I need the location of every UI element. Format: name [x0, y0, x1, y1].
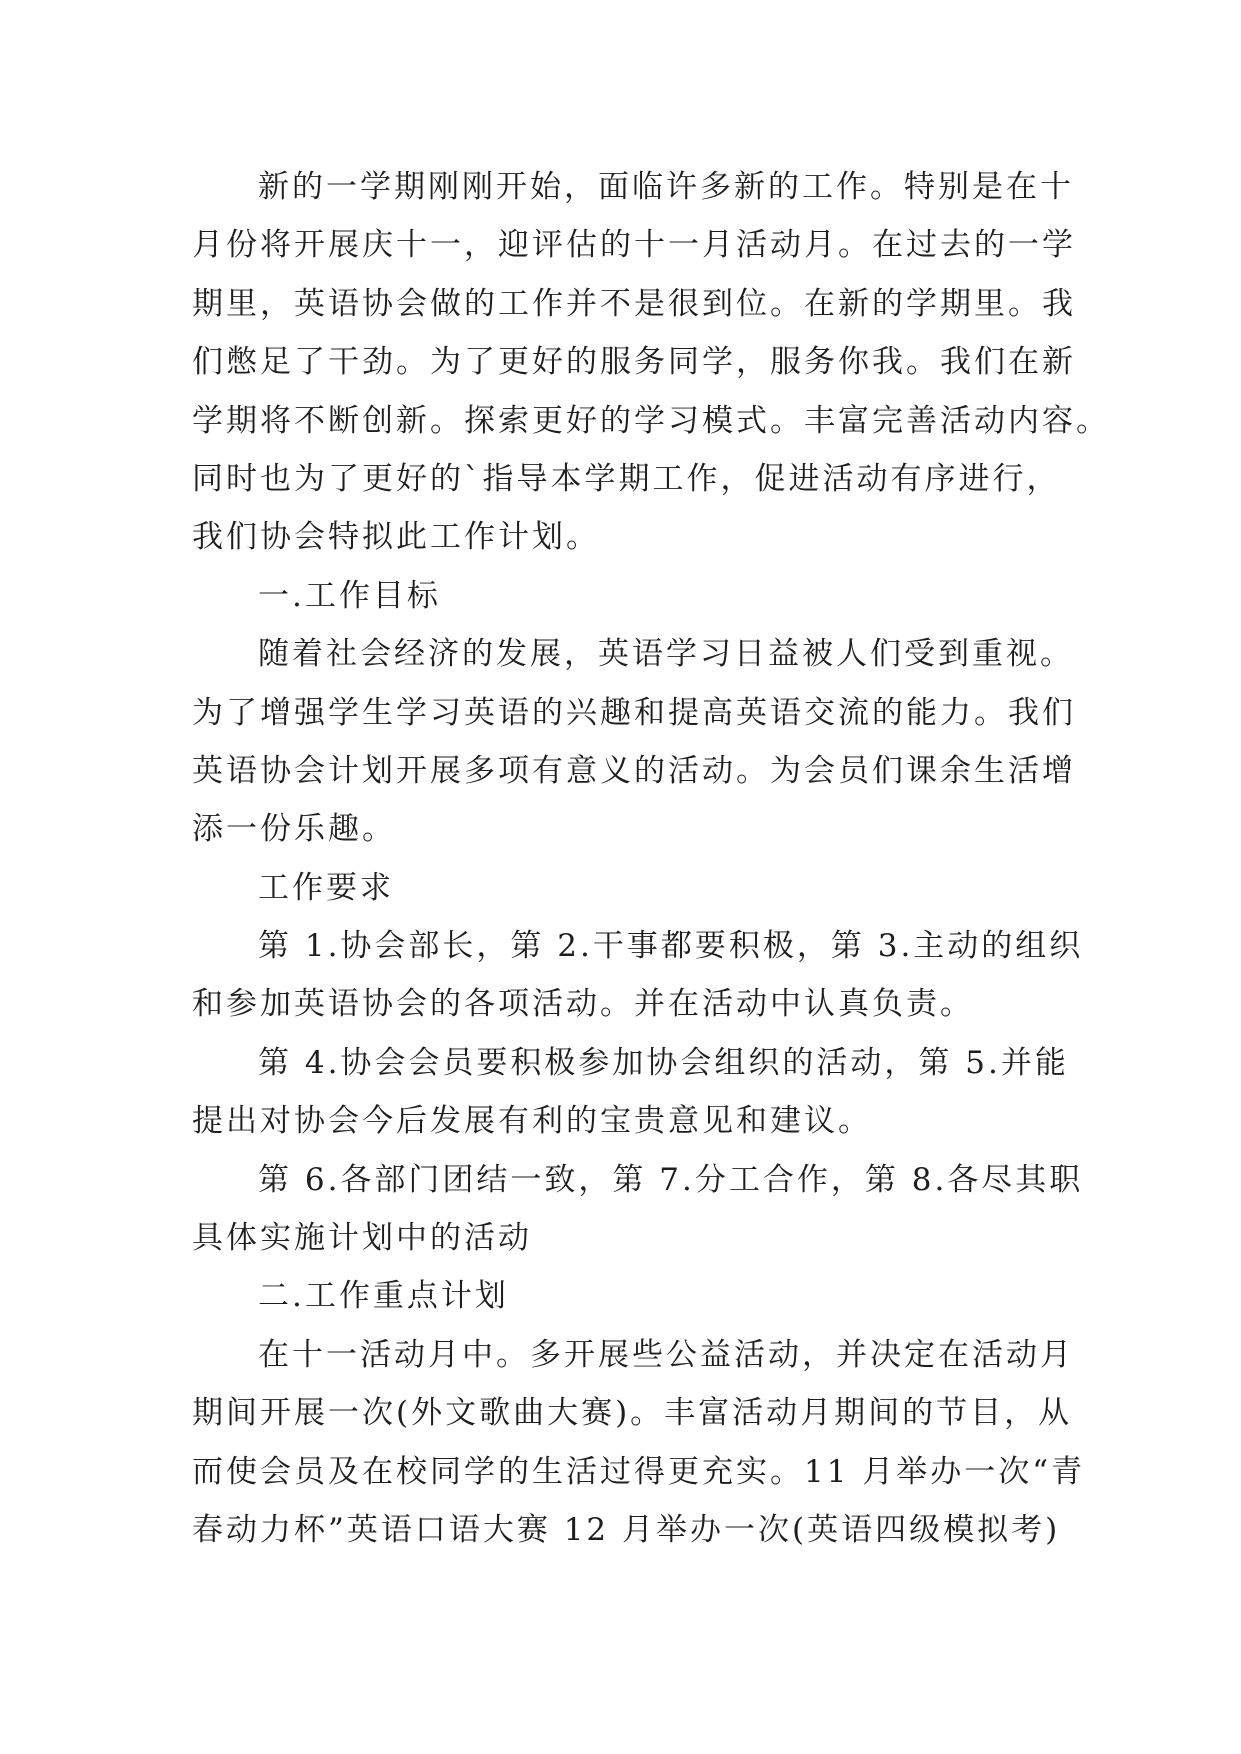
section-heading: 工作要求 [258, 869, 394, 906]
paragraph-line: 第 6.各部门团结一致，第 7.分工合作，第 8.各尽其职 [258, 1161, 1084, 1198]
paragraph-line: 而使会员及在校同学的生活过得更充实。11 月举办一次“青 [192, 1453, 1086, 1490]
document-body [192, 158, 1110, 1559]
paragraph-line: 第 1.协会部长，第 2.干事都要积极，第 3.主动的组织 [258, 928, 1084, 965]
paragraph-line: 随着社会经济的发展，英语学习日益被人们受到重视。 [258, 636, 1074, 673]
paragraph-line: 期里，英语协会做的工作并不是很到位。在新的学期里。我 [192, 285, 1076, 322]
section-heading: 二.工作重点计划 [258, 1278, 509, 1315]
paragraph-line: 我们协会特拟此工作计划。 [192, 519, 600, 556]
paragraph-line: 提出对协会今后发展有利的宝贵意见和建议。 [192, 1103, 872, 1140]
paragraph-line: 添一份乐趣。 [192, 811, 396, 848]
paragraph-line: 具体实施计划中的活动 [192, 1220, 532, 1257]
paragraph-line: 月份将开展庆十一，迎评估的十一月活动月。在过去的一学 [192, 227, 1076, 264]
paragraph-line: 春动力杯”英语口语大赛 12 月举办一次(英语四级模拟考) [192, 1511, 1061, 1548]
paragraph-line: 为了增强学生学习英语的兴趣和提高英语交流的能力。我们 [192, 694, 1076, 731]
paragraph-line: 同时也为了更好的`指导本学期工作，促进活动有序进行， [192, 460, 1061, 497]
paragraph-line: 新的一学期刚刚开始，面临许多新的工作。特别是在十 [258, 169, 1074, 205]
paragraph-line: 和参加英语协会的各项活动。并在活动中认真负责。 [192, 986, 974, 1023]
paragraph-line: 期间开展一次(外文歌曲大赛)。丰富活动月期间的节目，从 [192, 1395, 1073, 1432]
paragraph-line: 英语协会计划开展多项有意义的活动。为会员们课余生活增 [192, 752, 1076, 789]
paragraph-line: 在十一活动月中。多开展些公益活动，并决定在活动月 [258, 1336, 1074, 1373]
paragraph-line: 第 4.协会会员要积极参加协会组织的活动，第 5.并能 [258, 1044, 1069, 1081]
paragraph-line: 们憋足了干劲。为了更好的服务同学，服务你我。我们在新 [192, 344, 1076, 381]
section-heading: 一.工作目标 [258, 577, 441, 614]
paragraph-line: 学期将不断创新。探索更好的学习模式。丰富完善活动内容。 [192, 402, 1110, 439]
